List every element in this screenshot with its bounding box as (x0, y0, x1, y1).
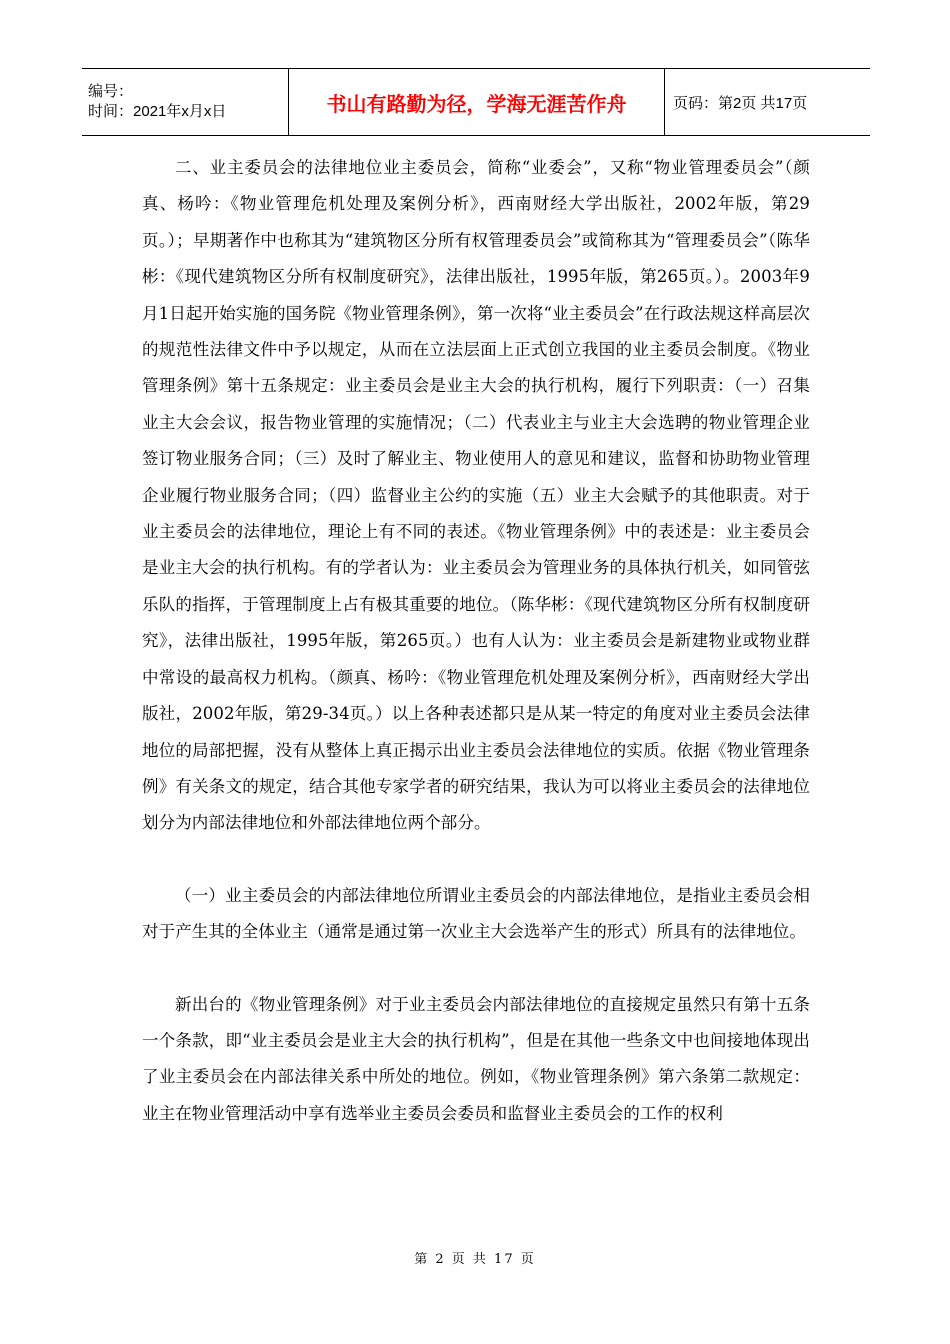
document-header (82, 68, 870, 136)
page-footer: 第 2 页 共 17 页 (414, 1252, 536, 1267)
paragraph-new-regulation: 新出台的《物业管理条例》对于业主委员会内部法律地位的直接规定虽然只有第十五条一个条款，即“业主委员会是业主大会的执行机构”，但是在其他一些条文中也间接地体现出了业主委员会在内部法律关系中所处的地位。例如，《物业管理条例》第六条第二款规定：业主在物业管理活动中享有选举业主委员会委员和监督业主委员会的工作的权利 (142, 994, 810, 1123)
paragraph-legal-status: 二、业主委员会的法律地位业主委员会，简称“业委会”，又称“物业管理委员会”（颜真、杨吟：《物业管理危机处理及案例分析》，西南财经大学出版社，2002年版，第29页。）；早期著作中也称其为“建筑物区分所有权管理委员会”或简称其为“管理委员会”（陈华彬：《现代建筑物区分所有权制度研究》，法律出版社，1995年版，第265页。）。2003年9月1日起开始实施的国务院《物业管理条例》，第一次将“业主委员会”在行政法规这样高层次的规范性法律文件中予以规定，从而在立法层面上正式创立我国的业主委员会制度。《物业管理条例》第十五条规定：业主委员会是业主大会的执行机构，履行下列职责：（一）召集业主大会会议，报告物业管理的实施情况；（二）代表业主与业主大会选聘的物业管理企业签订物业服务合同；（三）及时了解业主、物业使用人的意见和建议，监督和协助物业管理企业履行物业服务合同；（四）监督业主公约的实施（五）业主大会赋予的其他职责。对于业主委员会的法律地位，理论上有不同的表述。《物业管理条例》中的表述是：业主委员会是业主大会的执行机构。有的学者认为：业主委员会为管理业务的具体执行机关，如同管弦乐队的指挥，于管理制度上占有极其重要的地位。（陈华彬：《现代建筑物区分所有权制度研究》，法律出版社，1995年版，第265页。）也有人认为：业主委员会是新建物业或物业群中常设的最高权力机构。（颜真、杨吟：《物业管理危机处理及案例分析》，西南财经大学出版社，2002年版，第29-34页。）以上各种表述都只是从某一特定的角度对业主委员会法律地位的局部把握，没有从整体上真正揭示出业主委员会法律地位的实质。依据《物业管理条例》有关条文的规定，结合其他专家学者的研究结果，我认为可以将业主委员会的法律地位划分为内部法律地位和外部法律地位两个部分。 (142, 158, 810, 833)
header-meta-cell (82, 69, 289, 136)
header-page-code: 页码：第2页 共17页 (665, 69, 871, 136)
header-time-label: 时间：2021年x月x日 (88, 103, 227, 120)
header-slogan: 书山有路勤为径，学海无涯苦作舟 (289, 69, 665, 136)
paragraph-internal-status: （一）业主委员会的内部法律地位所谓业主委员会的内部法律地位，是指业主委员会相对于产生其的全体业主（通常是通过第一次业主大会选举产生的形式）所具有的法律地位。 (142, 885, 810, 942)
document-body (142, 150, 810, 1132)
header-number-label: 编号： (88, 83, 134, 100)
